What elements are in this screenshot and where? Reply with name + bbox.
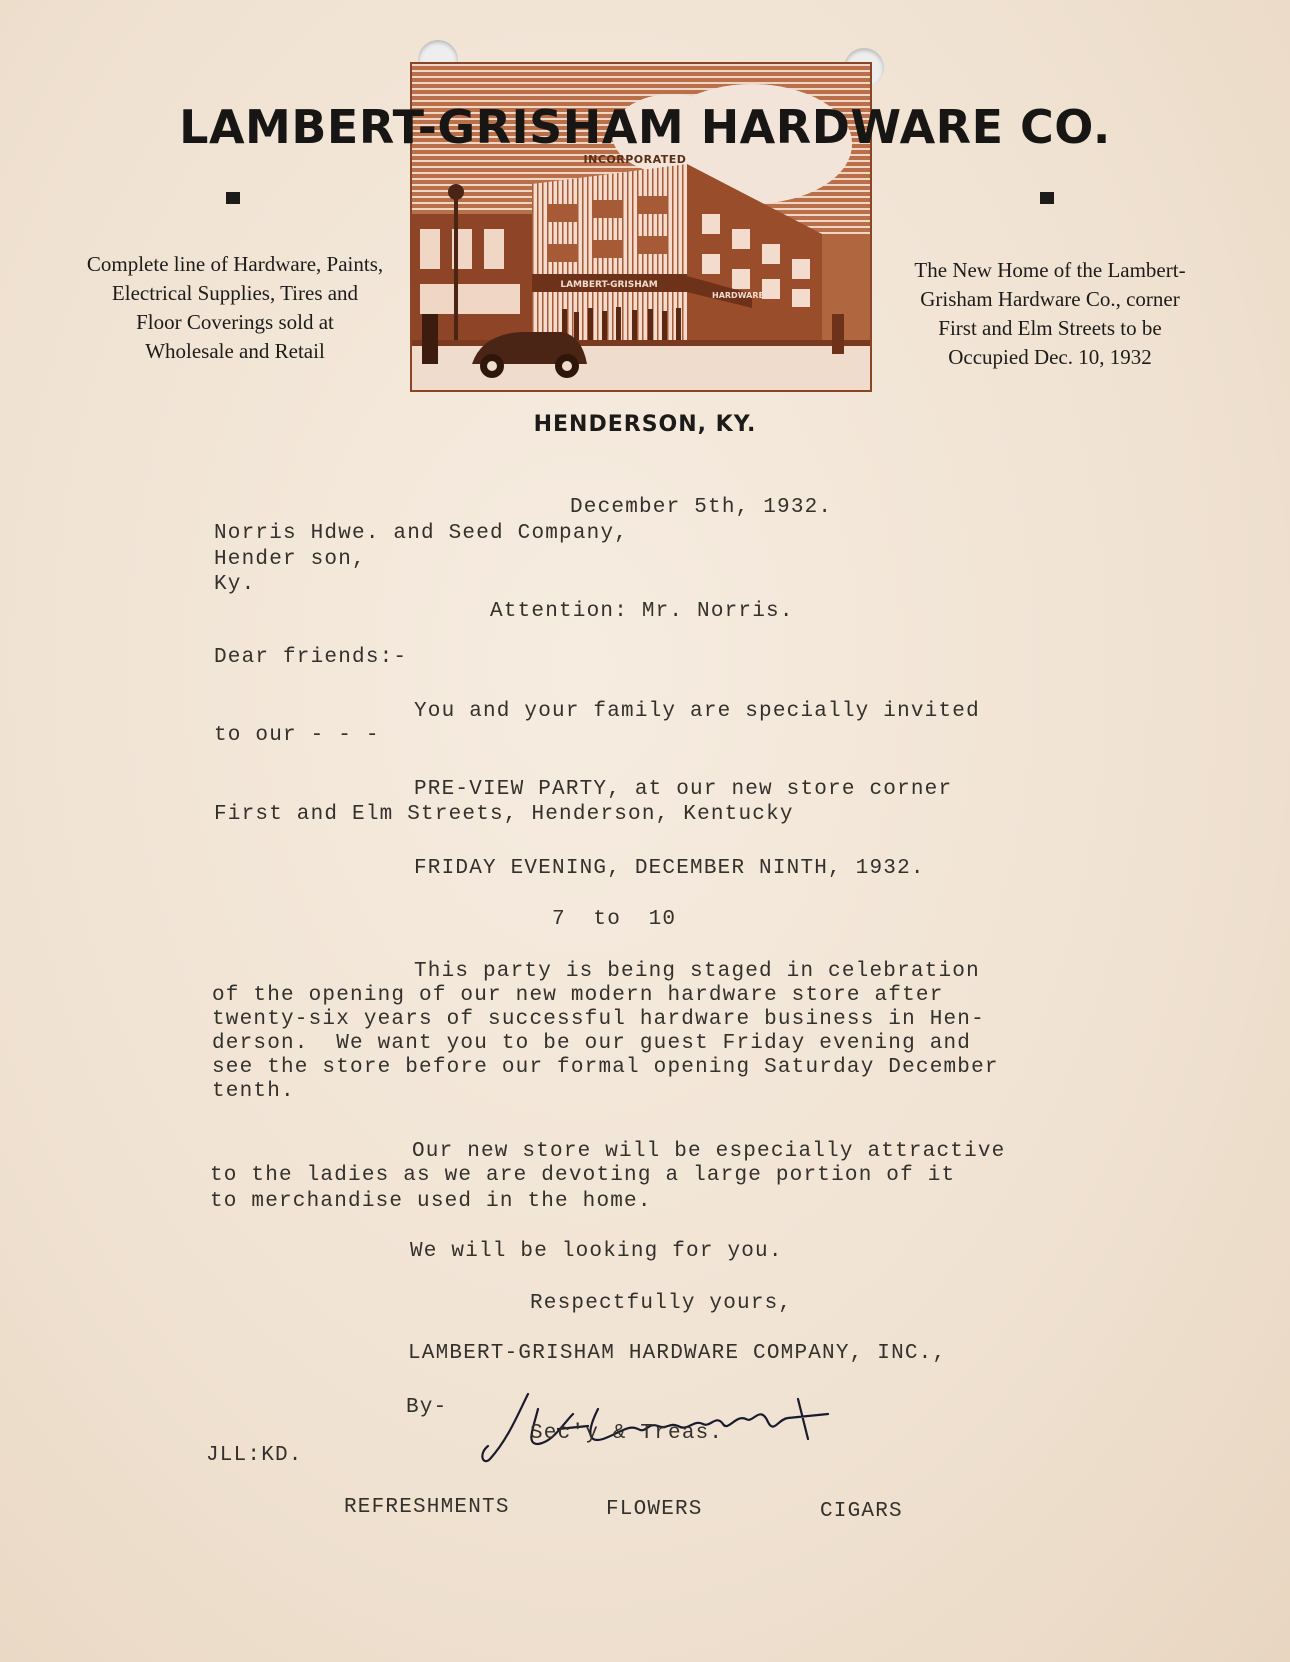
paragraph-line: to our - - - <box>214 724 380 747</box>
incorporated-label: INCORPORATED <box>583 153 687 166</box>
letterhead-city: HENDERSON, KY. <box>533 412 757 437</box>
storefront-sign: LAMBERT-GRISHAM <box>560 280 658 290</box>
paragraph-line: see the store before our formal opening Saturday December <box>212 1056 999 1079</box>
signoff-company: LAMBERT-GRISHAM HARDWARE COMPANY, INC., <box>408 1342 947 1365</box>
paragraph-line: to merchandise used in the home. <box>210 1190 652 1213</box>
letterhead-left-text <box>60 250 410 366</box>
paragraph-line: tenth. <box>212 1080 295 1103</box>
right-bullet <box>1040 192 1054 204</box>
right-line: First and Elm Streets to be <box>938 316 1162 340</box>
storefront-sign-side: HARDWARE <box>712 291 764 300</box>
paragraph-line: You and your family are specially invited <box>414 700 980 723</box>
addressee-line: Hender son, <box>214 548 366 571</box>
event-time: 7 to 10 <box>552 908 677 931</box>
right-line: The New Home of the Lambert- <box>914 258 1186 282</box>
typist-initials: JLL:KD. <box>206 1444 303 1467</box>
event-date: FRIDAY EVENING, DECEMBER NINTH, 1932. <box>414 857 925 880</box>
paragraph-line: This party is being staged in celebration <box>414 960 980 983</box>
left-bullet <box>226 192 240 204</box>
company-name: LAMBERT-GRISHAM HARDWARE CO. <box>179 100 1111 154</box>
right-line: Occupied Dec. 10, 1932 <box>948 345 1152 369</box>
paragraph-line: derson. We want you to be our guest Friday evening and <box>212 1032 972 1055</box>
addressee-line: Norris Hdwe. and Seed Company, <box>214 522 629 545</box>
signer-title: Sec'y & Treas. <box>530 1422 724 1445</box>
letter-date: December 5th, 1932. <box>570 496 833 519</box>
paragraph-line: First and Elm Streets, Henderson, Kentucky <box>214 803 794 826</box>
letterhead-right-text <box>875 256 1225 372</box>
left-line: Floor Coverings sold at <box>136 310 334 334</box>
closing: Respectfully yours, <box>530 1292 793 1315</box>
paragraph-line: Our new store will be especially attractive <box>412 1140 1006 1163</box>
left-line: Complete line of Hardware, Paints, <box>86 252 384 276</box>
paragraph-line: to the ladies as we are devoting a large portion of it <box>210 1164 956 1187</box>
footer-item: REFRESHMENTS <box>344 1496 510 1519</box>
paragraph-line: of the opening of our new modern hardware store after <box>212 984 944 1007</box>
attention-line: Attention: Mr. Norris. <box>490 600 794 623</box>
paragraph-line: We will be looking for you. <box>410 1240 783 1263</box>
salutation: Dear friends:- <box>214 646 408 669</box>
footer-item: CIGARS <box>820 1500 903 1523</box>
paragraph-line: twenty-six years of successful hardware business in Hen- <box>212 1008 985 1031</box>
left-line: Electrical Supplies, Tires and <box>111 281 359 305</box>
addressee-line: Ky. <box>214 573 256 596</box>
footer-item: FLOWERS <box>606 1498 703 1521</box>
left-line: Wholesale and Retail <box>145 339 325 363</box>
by-label: By- <box>406 1396 448 1419</box>
paragraph-line: PRE-VIEW PARTY, at our new store corner <box>414 778 953 801</box>
right-line: Grisham Hardware Co., corner <box>920 287 1180 311</box>
